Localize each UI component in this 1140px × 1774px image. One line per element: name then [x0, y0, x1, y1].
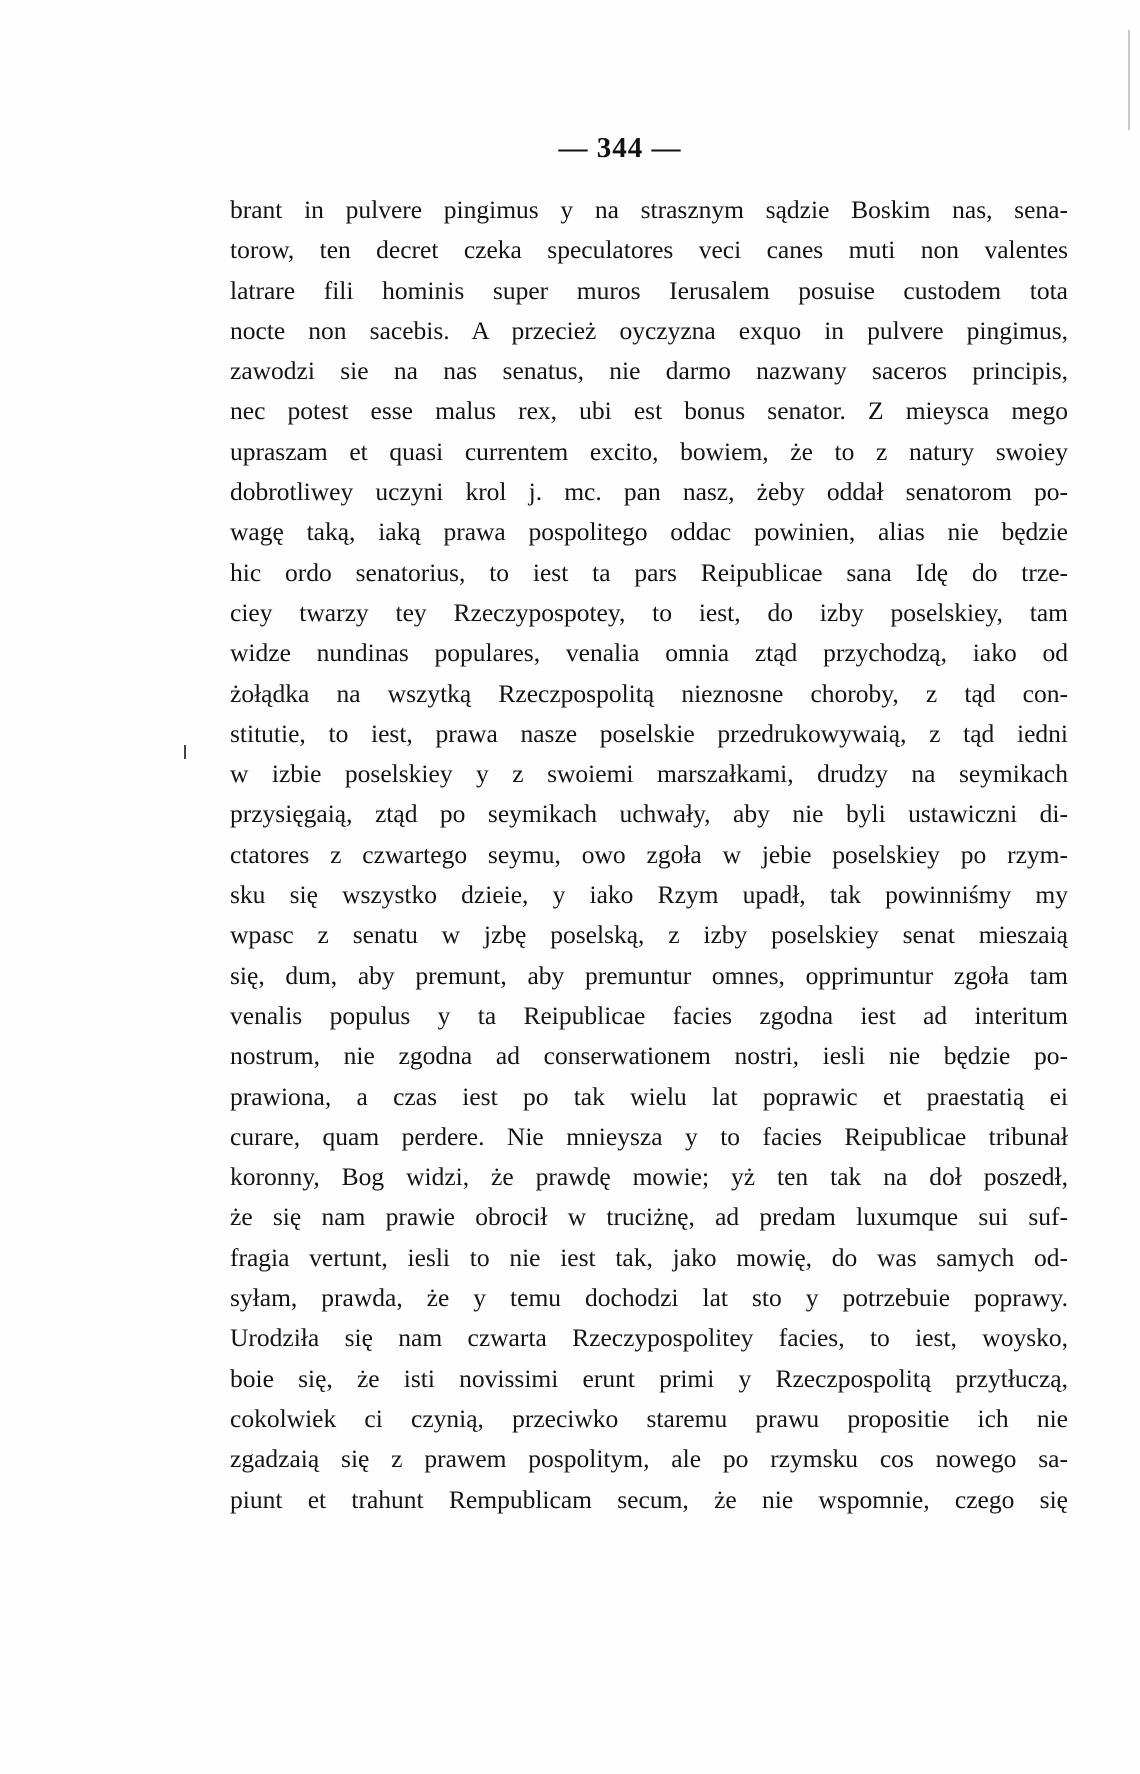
text-line: wagę taką, iaką prawa pospolitego oddac powinien, alias nie będzie — [230, 517, 1068, 547]
text-line: hic ordo senatorius, to iest ta pars Reipublicae sana Idę do trze- — [230, 557, 1068, 587]
text-line: prawiona, a czas iest po tak wielu lat poprawic et praestatią ei — [230, 1081, 1068, 1111]
margin-mark — [184, 745, 186, 759]
text-line: ctatores z czwartego seymu, owo zgoła w jebie poselskiey po rzym- — [230, 839, 1068, 869]
text-line: stitutie, to iest, prawa nasze poselskie przedrukowywaią, z tąd iedni — [230, 718, 1068, 748]
text-line: żołądka na wszytką Rzeczpospolitą nieznosne choroby, z tąd con- — [230, 678, 1068, 708]
text-line: torow, ten decret czeka speculatores veci canes muti non valentes — [230, 235, 1068, 265]
text-line: przysięgaią, ztąd po seymikach uchwały, aby nie byli ustawiczni di- — [230, 799, 1068, 829]
text-line: koronny, Bog widzi, że prawdę mowie; yż ten tak na doł poszedł, — [230, 1162, 1068, 1192]
text-line: widze nundinas populares, venalia omnia ztąd przychodzą, iako od — [230, 638, 1068, 668]
text-line: zgadzaią się z prawem pospolitym, ale po rzymsku cos nowego sa- — [230, 1444, 1068, 1474]
text-line: nostrum, nie zgodna ad conserwationem nostri, iesli nie będzie po- — [230, 1041, 1068, 1071]
text-line: sku się wszystko dzieie, y iako Rzym upadł, tak powinniśmy my — [230, 880, 1068, 910]
text-line: latrare fili hominis super muros Ierusalem posuise custodem tota — [230, 275, 1068, 305]
text-line: upraszam et quasi currentem excito, bowiem, że to z natury swoiey — [230, 436, 1068, 466]
text-line: się, dum, aby premunt, aby premuntur omnes, opprimuntur zgoła tam — [230, 960, 1068, 990]
text-line: fragia vertunt, iesli to nie iest tak, jako mowię, do was samych od- — [230, 1242, 1068, 1272]
text-line: nec potest esse malus rex, ubi est bonus senator. Z mieysca mego — [230, 396, 1068, 426]
text-line: dobrotliwey uczyni krol j. mc. pan nasz, żeby oddał senatorom po- — [230, 477, 1068, 507]
text-line: zawodzi sie na nas senatus, nie darmo nazwany saceros principis, — [230, 356, 1068, 386]
page-number: — 344 — — [558, 132, 682, 164]
text-body — [230, 190, 1068, 1520]
text-line: cokolwiek ci czynią, przeciwko staremu prawu propositie ich nie — [230, 1403, 1068, 1433]
text-line: w izbie poselskiey y z swoiemi marszałkami, drudzy na seymikach — [230, 759, 1068, 789]
text-line: boie się, że isti novissimi erunt primi y Rzeczpospolitą przytłuczą, — [230, 1363, 1068, 1393]
text-line: brant in pulvere pingimus y na strasznym sądzie Boskim nas, sena- — [230, 195, 1068, 224]
text-line: Urodziła się nam czwarta Rzeczypospolitey facies, to iest, woysko, — [230, 1323, 1068, 1353]
text-line: wpasc z senatu w jzbę poselską, z izby poselskiey senat mieszaią — [230, 920, 1068, 950]
text-line: ciey twarzy tey Rzeczypospotey, to iest, do izby poselskiey, tam — [230, 597, 1068, 627]
text-line: że się nam prawie obrocił w truciżnę, ad predam luxumque sui suf- — [230, 1202, 1068, 1232]
text-line: venalis populus y ta Reipublicae facies zgodna iest ad interitum — [230, 1000, 1068, 1030]
text-line: curare, quam perdere. Nie mnieysza y to facies Reipublicae tribunał — [230, 1121, 1068, 1151]
text-line: piunt et trahunt Rempublicam secum, że nie wspomnie, czego się — [230, 1484, 1068, 1514]
text-line: nocte non sacebis. A przecież oyczyzna exquo in pulvere pingimus, — [230, 315, 1068, 345]
text-line: syłam, prawda, że y temu dochodzi lat sto y potrzebuie poprawy. — [230, 1283, 1068, 1313]
scan-edge-line — [1128, 30, 1130, 130]
